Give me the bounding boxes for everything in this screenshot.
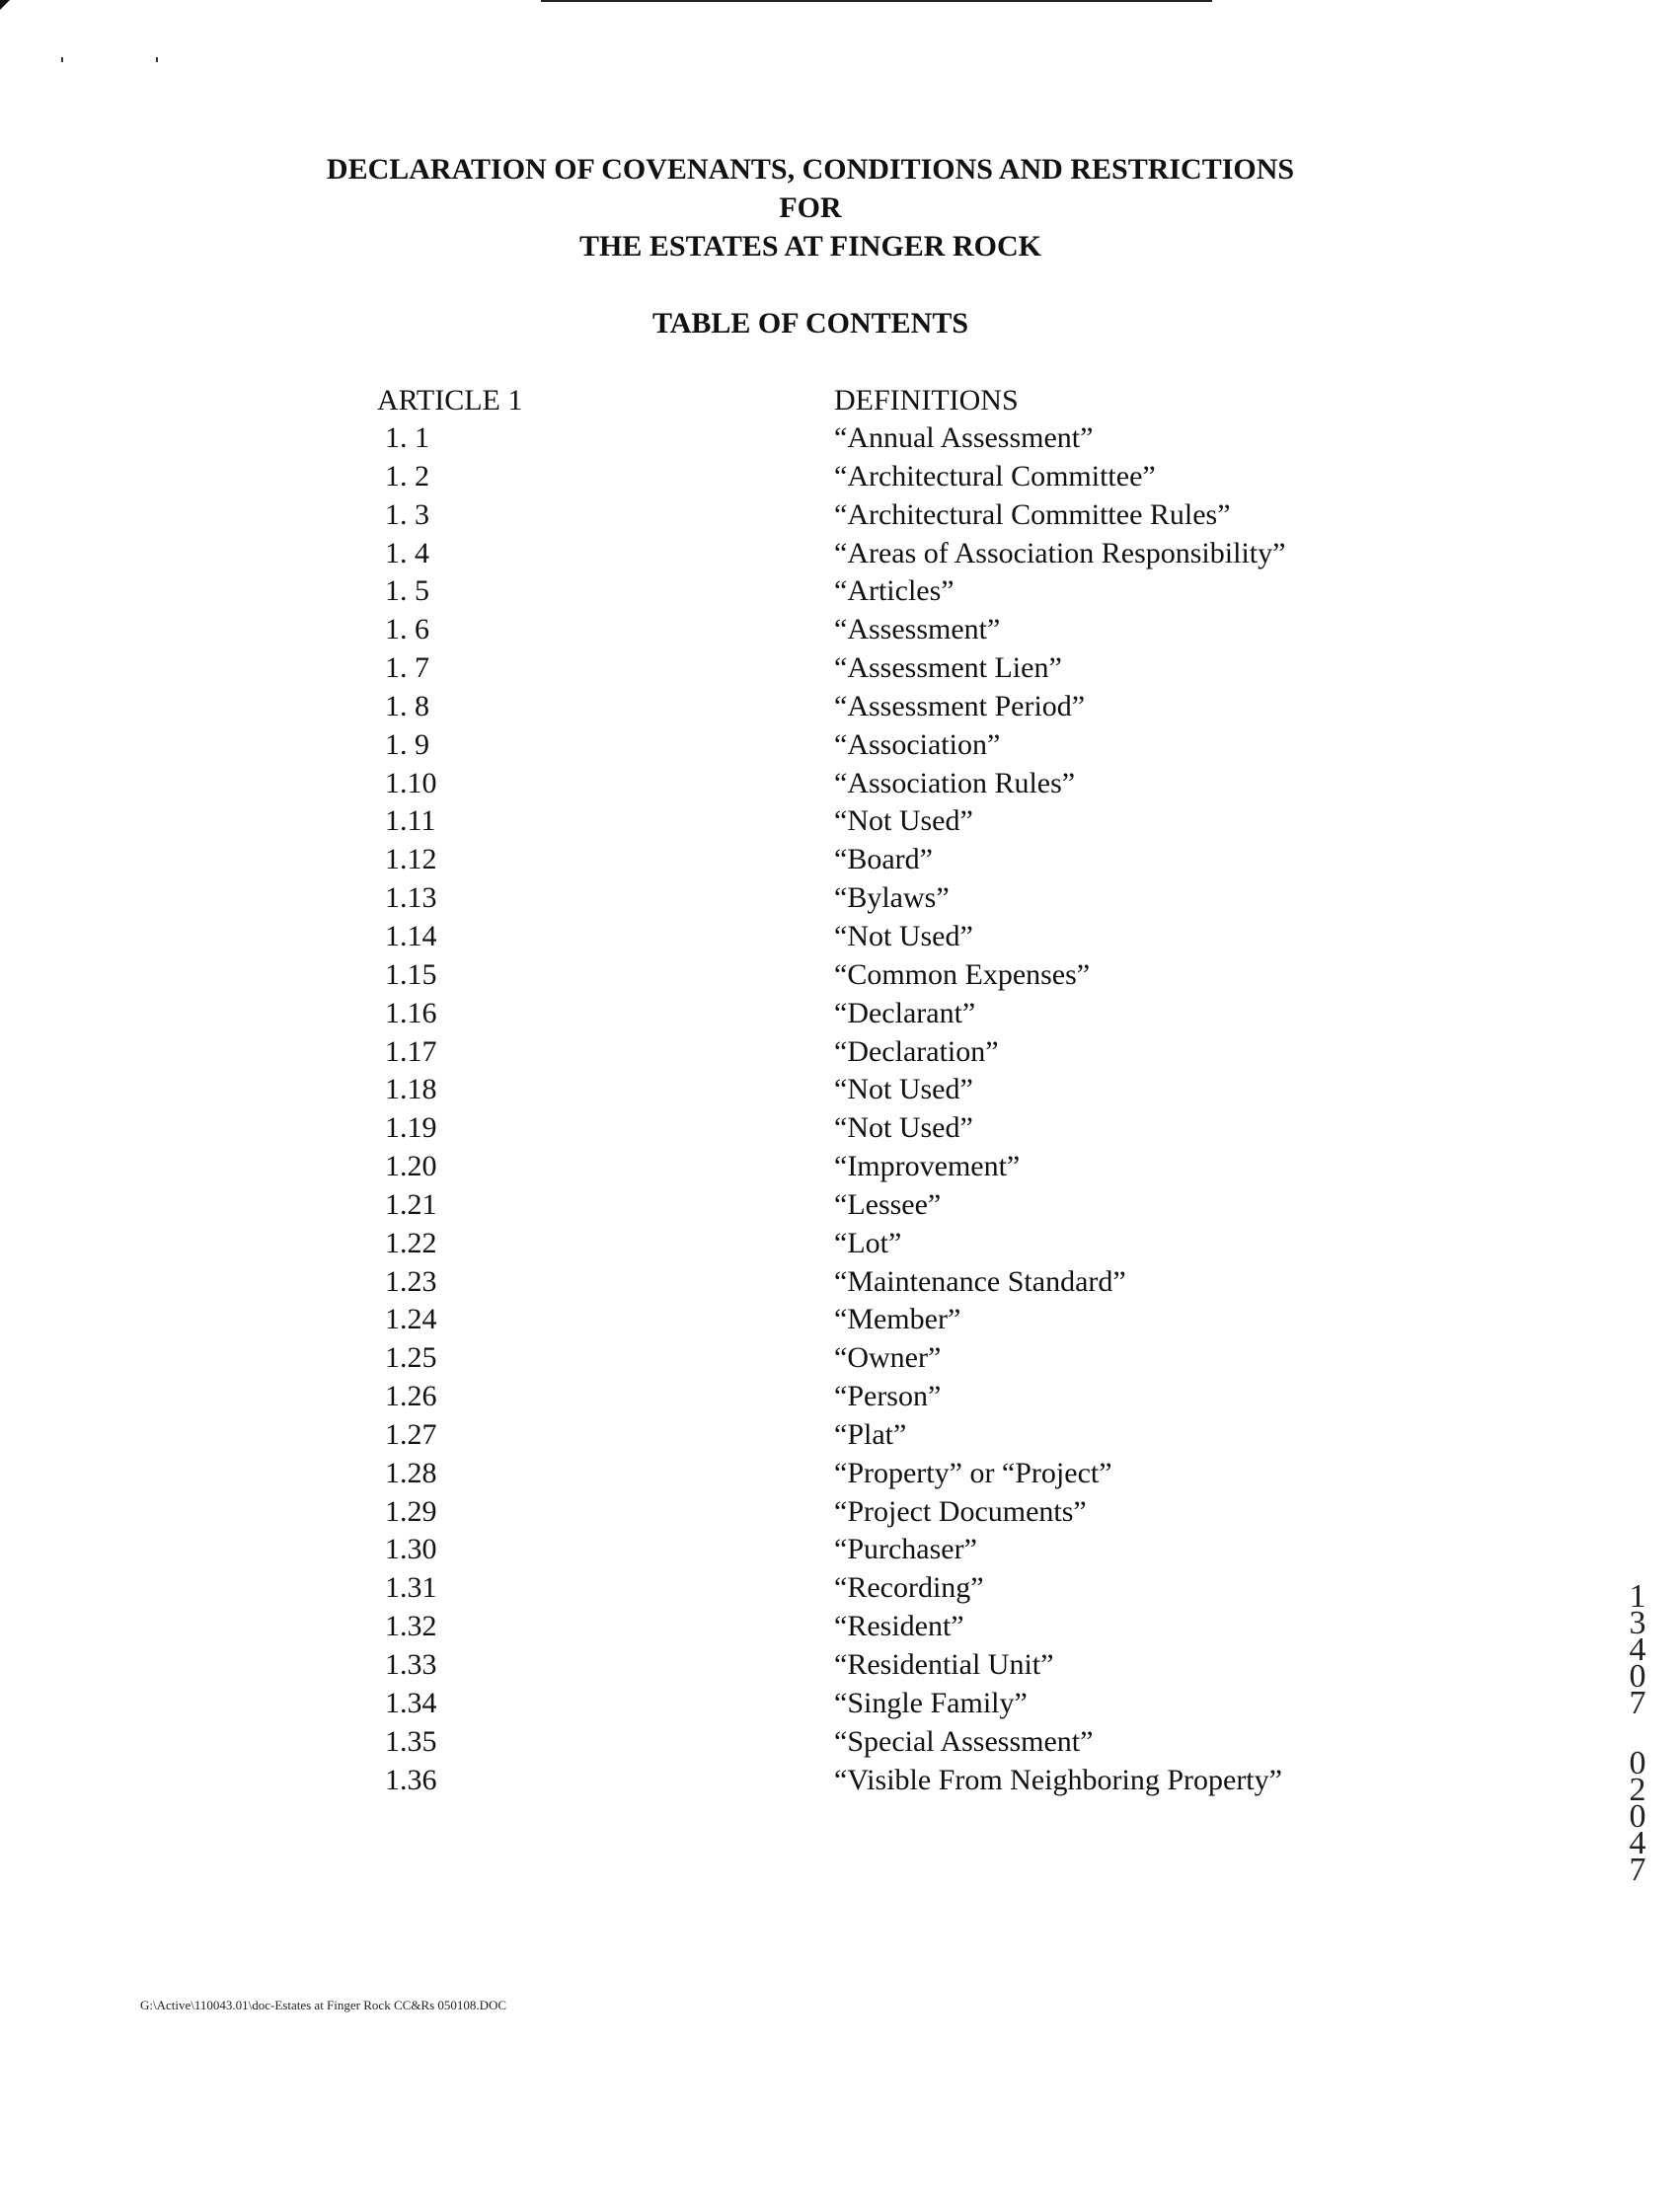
toc-entry-term: “Not Used”	[834, 919, 973, 952]
toc-entry-number: 1.20	[385, 1150, 437, 1183]
toc-entry-number: 1.18	[385, 1073, 437, 1106]
toc-entry	[0, 572, 1680, 611]
toc-entry	[0, 688, 1680, 726]
toc-entry-term: “Owner”	[834, 1341, 942, 1375]
toc-entry-number: 1.35	[385, 1724, 437, 1758]
toc-entry	[0, 1685, 1680, 1723]
toc-entry	[0, 802, 1680, 841]
scan-speck	[61, 57, 63, 62]
toc-entry-term: “Maintenance Standard”	[834, 1264, 1126, 1298]
toc-entry-number: 1.13	[385, 881, 437, 915]
toc-entry-number: 1.24	[385, 1303, 437, 1336]
toc-entry-term: “Not Used”	[834, 804, 973, 838]
toc-entry	[0, 1378, 1680, 1416]
toc-entry	[0, 1225, 1680, 1263]
scan-speck	[156, 57, 158, 62]
toc-entry-term: “Architectural Committee Rules”	[834, 497, 1231, 531]
title-line-1: DECLARATION OF COVENANTS, CONDITIONS AND RESTRICTIONS	[326, 153, 1295, 186]
toc-entry-term: “Not Used”	[834, 1111, 973, 1145]
toc-entry-number: 1. 8	[385, 689, 429, 722]
toc-entry-term: “Resident”	[834, 1610, 964, 1643]
toc-entry-number: 1.14	[385, 919, 437, 952]
toc-entry	[0, 496, 1680, 535]
toc-entry	[0, 458, 1680, 496]
toc-list	[0, 419, 1680, 1799]
toc-entry	[0, 1762, 1680, 1800]
recording-number-part-2: 02047	[1629, 1745, 1646, 1888]
toc-entry-term: “Architectural Committee”	[834, 459, 1156, 492]
toc-entry-number: 1.26	[385, 1380, 437, 1413]
toc-entry-number: 1.28	[385, 1456, 437, 1489]
toc-entry	[0, 1148, 1680, 1186]
toc-entry	[0, 765, 1680, 803]
toc-entry	[0, 1263, 1680, 1302]
toc-entry	[0, 841, 1680, 879]
toc-entry-term: “Member”	[834, 1303, 961, 1336]
toc-entry-number: 1. 3	[385, 497, 429, 531]
toc-entry	[0, 419, 1680, 458]
toc-entry-term: “Improvement”	[834, 1150, 1021, 1183]
toc-entry-number: 1.29	[385, 1494, 437, 1528]
toc-entry	[0, 956, 1680, 995]
toc-entry	[0, 1723, 1680, 1762]
toc-entry-number: 1.27	[385, 1417, 437, 1451]
title-line-3: THE ESTATES AT FINGER ROCK	[579, 230, 1041, 263]
title-line-2: FOR	[779, 191, 842, 224]
toc-entry-term: “Common Expenses”	[834, 957, 1091, 991]
toc-entry-term: “Association Rules”	[834, 766, 1076, 799]
toc-entry-number: 1.23	[385, 1264, 437, 1298]
toc-entry	[0, 1455, 1680, 1493]
toc-entry-term: “Visible From Neighboring Property”	[834, 1763, 1282, 1796]
toc-entry-term: “Special Assessment”	[834, 1724, 1094, 1758]
footer-file-path: G:\Active\110043.01\doc-Estates at Finger Rock CC&Rs 050108.DOC	[140, 1998, 507, 2012]
toc-entry	[0, 1531, 1680, 1569]
toc-entry-number: 1.34	[385, 1686, 437, 1719]
toc-entry	[0, 1416, 1680, 1455]
toc-entry-number: 1.21	[385, 1187, 437, 1221]
toc-entry	[0, 1493, 1680, 1532]
document-title	[0, 150, 1621, 265]
toc-entry-term: “Annual Assessment”	[834, 421, 1094, 454]
toc-entry-number: 1.15	[385, 957, 437, 991]
toc-entry-term: “Single Family”	[834, 1686, 1028, 1719]
toc-entry	[0, 726, 1680, 765]
toc-entry-term: “Assessment Period”	[834, 689, 1086, 722]
toc-entry-term: “Lessee”	[834, 1187, 942, 1221]
toc-entry	[0, 1071, 1680, 1109]
toc-entry-number: 1. 4	[385, 536, 429, 569]
toc-entry-term: “Bylaws”	[834, 881, 950, 915]
toc-entry-number: 1. 9	[385, 727, 429, 761]
toc-entry-term: “Plat”	[834, 1417, 907, 1451]
toc-entry-term: “Areas of Association Responsibility”	[834, 536, 1286, 569]
toc-entry-number: 1. 1	[385, 421, 429, 454]
recording-number-part-1: 13407	[1629, 1578, 1646, 1721]
toc-heading: TABLE OF CONTENTS	[651, 307, 969, 340]
toc-entry-number: 1. 5	[385, 574, 429, 608]
toc-entry-term: “Lot”	[834, 1226, 902, 1259]
toc-entry-term: “Person”	[834, 1380, 942, 1413]
toc-entry-term: “Not Used”	[834, 1073, 973, 1106]
toc-entry	[0, 1301, 1680, 1339]
toc-entry	[0, 918, 1680, 956]
toc-entry-number: 1.11	[385, 804, 436, 838]
toc-entry	[0, 649, 1680, 688]
toc-entry-number: 1.10	[385, 766, 437, 799]
toc-entry-number: 1. 6	[385, 613, 429, 646]
toc-entry-number: 1.12	[385, 843, 437, 876]
toc-entry	[0, 1109, 1680, 1148]
toc-entry-term: “Property” or “Project”	[834, 1456, 1112, 1489]
toc-entry-number: 1.31	[385, 1571, 437, 1605]
toc-entry-number: 1.36	[385, 1763, 437, 1796]
toc-entry	[0, 1646, 1680, 1685]
toc-entry-number: 1.17	[385, 1034, 437, 1068]
toc-entry-number: 1.25	[385, 1341, 437, 1375]
toc-entry-term: “Declarant”	[834, 996, 976, 1029]
toc-entry-number: 1.32	[385, 1610, 437, 1643]
toc-entry-number: 1.30	[385, 1533, 437, 1566]
toc-entry-number: 1.22	[385, 1226, 437, 1259]
toc-entry-term: “Project Documents”	[834, 1494, 1087, 1528]
toc-entry	[0, 995, 1680, 1033]
toc-entry	[0, 611, 1680, 649]
article-number: ARTICLE 1	[377, 384, 523, 417]
toc-entry-number: 1.33	[385, 1648, 437, 1681]
scan-corner-mark	[0, 0, 10, 10]
article-heading	[0, 382, 1680, 419]
top-rule	[541, 0, 1212, 2]
toc-entry-term: “Articles”	[834, 574, 955, 608]
toc-entry-term: “Residential Unit”	[834, 1648, 1054, 1681]
article-title: DEFINITIONS	[834, 384, 1019, 417]
toc-entry-term: “Recording”	[834, 1571, 984, 1605]
toc-entry-number: 1.16	[385, 996, 437, 1029]
toc-entry	[0, 879, 1680, 918]
toc-entry	[0, 1186, 1680, 1225]
toc-entry-number: 1. 7	[385, 651, 429, 685]
toc-entry-term: “Declaration”	[834, 1034, 999, 1068]
recording-number	[1625, 1578, 1650, 1888]
toc-entry	[0, 535, 1680, 573]
toc-entry-number: 1.19	[385, 1111, 437, 1145]
toc-entry-number: 1. 2	[385, 459, 429, 492]
toc-entry-term: “Purchaser”	[834, 1533, 977, 1566]
toc-entry-term: “Assessment”	[834, 613, 1001, 646]
toc-entry-term: “Board”	[834, 843, 933, 876]
toc-entry	[0, 1608, 1680, 1646]
toc-entry	[0, 1033, 1680, 1072]
toc-entry	[0, 1339, 1680, 1378]
toc-entry	[0, 1569, 1680, 1608]
toc-entry-term: “Assessment Lien”	[834, 651, 1062, 685]
toc-entry-term: “Association”	[834, 727, 1001, 761]
